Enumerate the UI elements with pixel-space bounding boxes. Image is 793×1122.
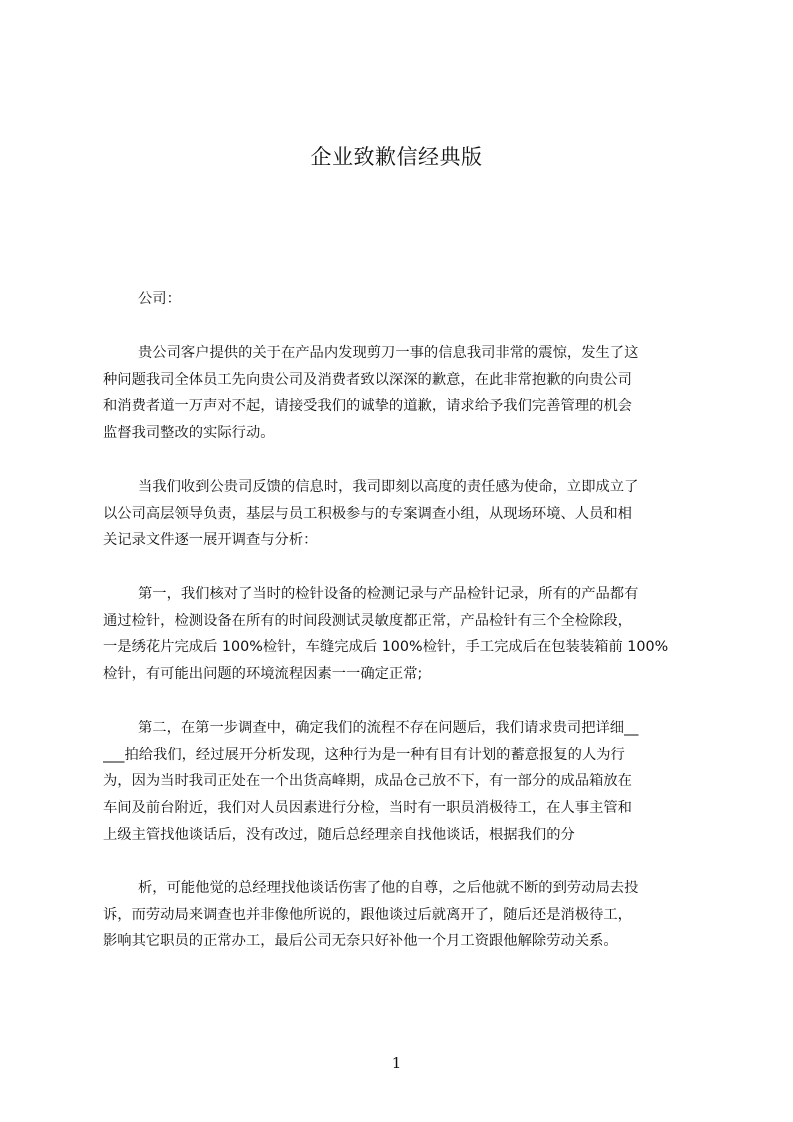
paragraph-line: 第一，我们核对了当时的检针设备的检测记录与产品检针记录，所有的产品都有 — [138, 586, 639, 602]
paragraph-line: 当我们收到公贵司反馈的信息时，我司即刻以高度的责任感为使命，立即成立了 — [138, 479, 639, 495]
paragraph-line: 监督我司整改的实际行动。 — [103, 425, 275, 442]
document-title: 企业致歉信经典版 — [310, 145, 483, 169]
paragraph-line: 通过检针，检测设备在所有的时间段测试灵敏度都正常，产品检针有三个全检除段， — [103, 612, 632, 629]
paragraph-line: 检针，有可能出问题的环境流程因素一一确定正常; — [103, 666, 423, 683]
paragraph-apology — [103, 340, 703, 447]
paragraph-first-finding — [103, 581, 703, 688]
salutation-text: 公司： — [138, 291, 181, 307]
paragraph-line: 贵公司客户提供的关于在产品内发现剪刀一事的信息我司非常的震惊，发生了这 — [138, 345, 639, 361]
paragraph-line: ___拍给我们，经过展开分析发现，这种行为是一种有目有计划的蓄意报复的人为行 — [103, 746, 625, 763]
paragraph-line: 为，因为当时我司正处在一个出货高峰期，成品仓己放不下，有一部分的成品箱放在 — [103, 773, 632, 790]
paragraph-line: 以公司高层领导负责，基层与员工积极参与的专案调查小组，从现场环境、人员和相 — [103, 505, 632, 522]
paragraph-line: 第二，在第一步调查中，确定我们的流程不存在问题后，我们请求贵司把详细__ — [138, 720, 639, 736]
paragraph-line: 种问题我司全体员工先向贵公司及消费者致以深深的歉意，在此非常抱歉的向贵公司 — [103, 371, 632, 388]
paragraph-line: 影响其它职员的正常办工，最后公司无奈只好补他一个月工资跟他解除劳动关系。 — [103, 933, 618, 950]
paragraph-line: 一是绣花片完成后 100%检针，车缝完成后 100%检针，手工完成后在包装装箱前 100% — [103, 639, 669, 656]
paragraph-line: 上级主管找他谈话后，没有改过，随后总经理亲自找他谈话，根据我们的分 — [103, 826, 575, 843]
paragraph-line: 和消费者道一万声对不起，请接受我们的诚挚的道歉，请求给予我们完善管理的机会 — [103, 398, 632, 415]
paragraph-line: 关记录文件逐一展开调查与分析： — [103, 532, 318, 549]
paragraph-second-finding — [103, 715, 703, 848]
page-number: 1 — [391, 1054, 402, 1072]
salutation — [103, 286, 703, 313]
paragraph-line: 析，可能他觉的总经理找他谈话伤害了他的自尊，之后他就不断的到劳动局去投 — [138, 880, 639, 896]
paragraph-line: 诉，而劳动局来调查也并非像他所说的，跟他谈过后就离开了，随后还是消极待工， — [103, 906, 632, 923]
paragraph-analysis — [103, 875, 703, 955]
paragraph-investigation — [103, 474, 703, 554]
paragraph-line: 车间及前台附近，我们对人员因素进行分检，当时有一职员消极待工，在人事主管和 — [103, 800, 632, 817]
